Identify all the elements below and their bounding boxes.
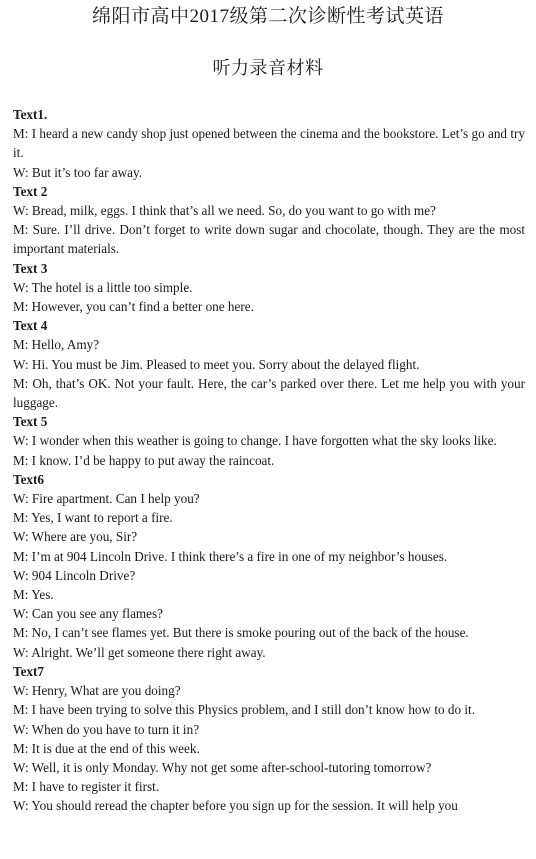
text-section-5 [13, 412, 525, 470]
dialogue-line: W: Bread, milk, eggs. I think that’s all we need. So, do you want to go with me? [13, 203, 436, 219]
dialogue-line: M: I’m at 904 Lincoln Drive. I think there’s a fire in one of my neighbor’s houses. [13, 548, 448, 564]
section-heading: Text 3 [13, 260, 48, 276]
dialogue-line: M: I know. I’d be happy to put away the raincoat. [13, 452, 275, 468]
section-heading: Text 4 [13, 318, 48, 334]
text-section-1 [13, 105, 525, 182]
dialogue-line: W: Alright. We’ll get someone there right away. [13, 644, 266, 660]
dialogue-line: M: I have to register it first. [13, 779, 160, 795]
dialogue-line: W: Can you see any flames? [13, 606, 164, 622]
transcript-content [13, 105, 525, 816]
dialogue-line: M: However, you can’t find a better one here. [13, 299, 254, 315]
text-section-7 [13, 662, 525, 816]
dialogue-line: W: Where are you, Sir? [13, 529, 138, 545]
section-heading: Text 2 [13, 183, 48, 199]
text-section-3 [13, 259, 525, 317]
dialogue-line: W: Hi. You must be Jim. Pleased to meet you. Sorry about the delayed flight. [13, 356, 420, 372]
section-heading: Text7 [13, 663, 45, 679]
dialogue-line: W: But it’s too far away. [13, 164, 143, 180]
dialogue-line: M: No, I can’t see flames yet. But there is smoke pouring out of the back of the house. [13, 625, 469, 641]
dialogue-line: M: Sure. I’ll drive. Don’t forget to write down sugar and chocolate, though. They are the most important materials. [13, 222, 525, 257]
text-section-4 [13, 316, 525, 412]
dialogue-line: M: Oh, that’s OK. Not your fault. Here, the car’s parked over there. Let me help you with your luggage. [13, 375, 525, 411]
dialogue-line: M: Yes, I want to report a fire. [13, 510, 173, 526]
section-heading: Text6 [13, 471, 45, 487]
document-title: 绵阳市高中2017级第二次诊断性考试英语 [91, 6, 444, 27]
dialogue-line: M: It is due at the end of this week. [13, 740, 200, 756]
dialogue-line: W: Well, it is only Monday. Why not get some after-school-tutoring tomorrow? [13, 759, 432, 775]
dialogue-line: M: Hello, Amy? [13, 337, 100, 353]
dialogue-line: W: Henry, What are you doing? [13, 683, 181, 699]
section-heading: Text1. [13, 107, 48, 122]
text-section-6 [13, 470, 525, 662]
dialogue-line: W: Fire apartment. Can I help you? [13, 491, 200, 507]
dialogue-line: W: The hotel is a little too simple. [13, 279, 193, 295]
dialogue-line: M: I heard a new candy shop just opened between the cinema and the bookstore. Let’s go and try it. [13, 126, 525, 161]
section-heading: Text 5 [13, 414, 48, 430]
text-section-2 [13, 182, 525, 259]
dialogue-line: W: You should reread the chapter before you sign up for the session. It will help you [13, 798, 458, 814]
dialogue-line: W: I wonder when this weather is going to change. I have forgotten what the sky looks like. [13, 433, 497, 449]
dialogue-line: W: 904 Lincoln Drive? [13, 567, 136, 583]
dialogue-line: M: Yes. [13, 587, 54, 603]
dialogue-line: W: When do you have to turn it in? [13, 721, 200, 737]
document-subtitle: 听力录音材料 [212, 58, 324, 78]
dialogue-line: M: I have been trying to solve this Physics problem, and I still don’t know how to do it. [13, 702, 476, 718]
